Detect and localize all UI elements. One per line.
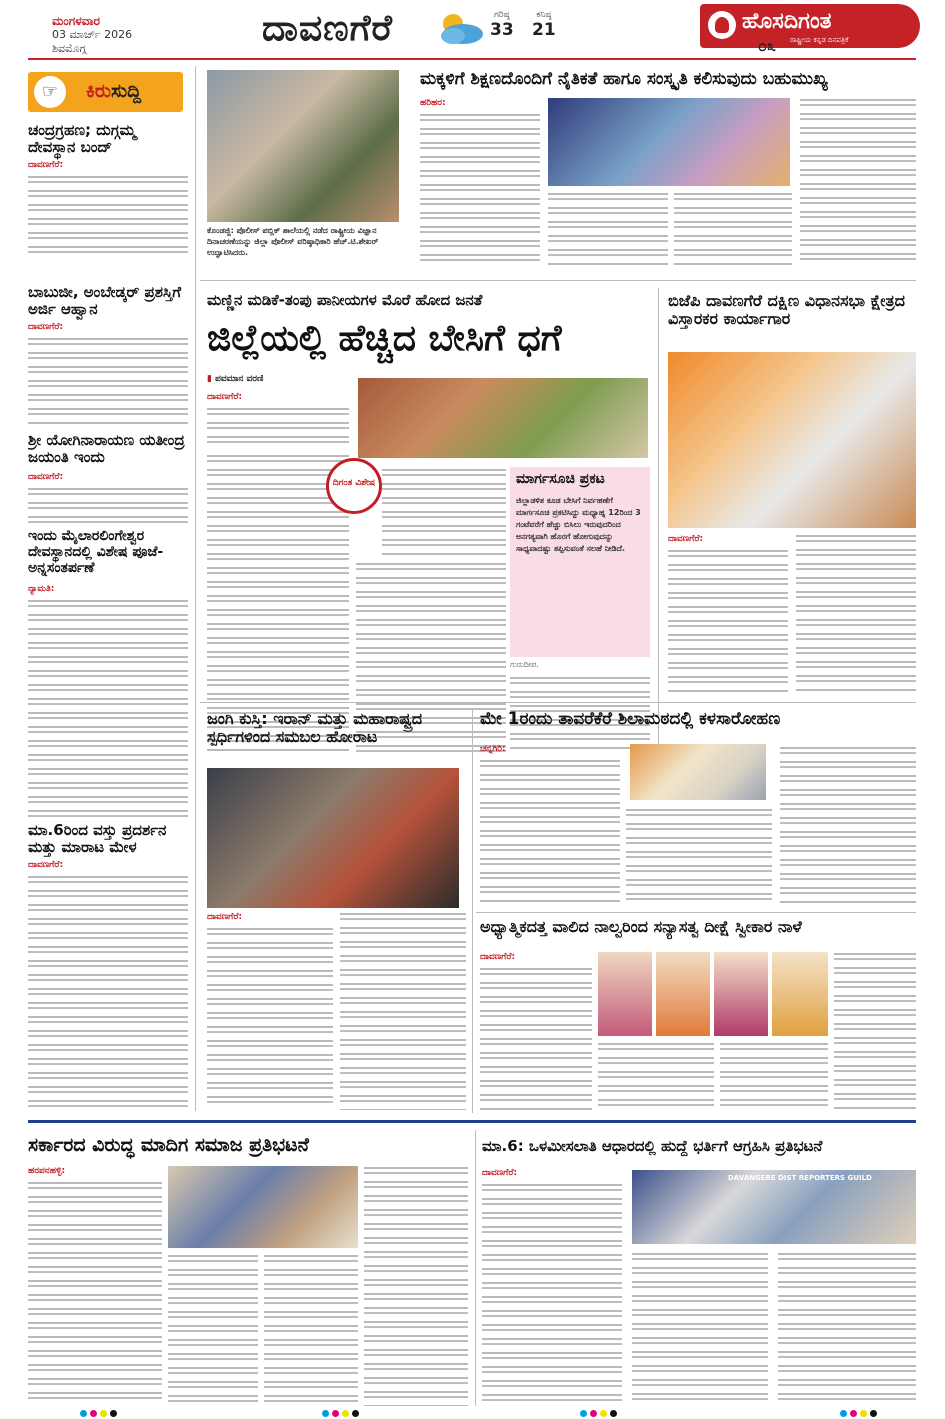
brief-2-body [28, 320, 188, 425]
portrait-1 [598, 952, 652, 1036]
kiru-suddi-label [28, 72, 183, 112]
madiga-text-1 [28, 1179, 162, 1407]
guidelines-text: ಜಿಲ್ಲಾಡಳಿತ ಕೂಡ ಬೇಸಿಗೆ ನಿರ್ವಹಣೆಗೆ ಮಾರ್ಗಸೂಚಿ ಪ್ರಕಟಿಸಿದ್ದು ಮಧ್ಯಾಹ್ನ 12ರಿಂದ 3 ಗಂಟೆವರೆಗೆ ಹೆಚ್ಚು ಬಿಸಿಲು ಇರುವುದರಿಂದ ಅನಗತ್ಯವಾಗಿ ಹೊರಗೆ ಹೋಗುವುದನ್ನು ಸಾಧ್ಯವಾದಷ್ಟು ತಪ್ಪಿಸುವಂತೆ ಸಲಹೆ ನೀಡಿದೆ. [516, 496, 641, 553]
cyan-dot-2 [322, 1410, 329, 1417]
kiru-suddi-text [86, 80, 141, 102]
brief-5-text [28, 873, 188, 1111]
kalasha-text-2 [626, 806, 772, 906]
brand-banner [700, 4, 920, 48]
brief-3-text [28, 485, 188, 529]
guidelines-sign: ಗುರುದೀಪ. [510, 660, 539, 669]
kalasha-headline: ಮೇ 1ರಂದು ತಾವರೆಕೆರೆ ಶಿಲಾಮಠದಲ್ಲಿ ಕಳಸಾರೋಹಣ [480, 710, 781, 729]
masthead-city: ಶಿವಮೊಗ್ಗ [52, 42, 87, 55]
pointing-hand-icon: ☞ [34, 76, 66, 108]
brief-5-headline: ಮಾ.6ರಿಂದ ವಸ್ತು ಪ್ರದರ್ಶನ ಮತ್ತು ಮಾರಾಟ ಮೇಳ [28, 822, 167, 857]
kusti-body-col1 [207, 910, 333, 1110]
kusti-text-2 [340, 910, 466, 1110]
lead-headline: ಜಿಲ್ಲೆಯಲ್ಲಿ ಹೆಚ್ಚಿದ ಬೇಸಿಗೆ ಧಗೆ [207, 318, 562, 359]
kusti-lead: ದಾವಣಗೆರೆ: [207, 912, 243, 922]
kalasha-lead: ಚನ್ನಗಿರಿ: [480, 744, 506, 754]
masthead [0, 0, 945, 58]
magenta-dot [90, 1410, 97, 1417]
guidelines-title: ಮಾರ್ಗಸೂಚಿ ಪ್ರಕಟ [516, 471, 605, 487]
olameesalati-text-2 [632, 1250, 768, 1406]
cyan-dot [80, 1410, 87, 1417]
bjp-text-1 [668, 547, 788, 693]
column-divider [195, 66, 196, 1111]
olameesalati-lead: ದಾವಣಗೆರೆ: [482, 1168, 518, 1178]
kusti-text-1 [207, 925, 333, 1111]
kusti-headline: ಜಂಗಿ ಕುಸ್ತಿ: ಇರಾನ್ ಮತ್ತು ಮಹಾರಾಷ್ಟ್ರದ ಸ್ಪರ್ಧಿಗಳಿಂದ ಸಮಬಲ ಹೋರಾಟ [207, 710, 423, 747]
bjp-text-2 [796, 532, 916, 692]
brief-3-body [28, 470, 188, 528]
portrait-3 [714, 952, 768, 1036]
print-registration-bar [0, 1408, 945, 1419]
max-temp-value: 33 [490, 20, 514, 40]
brief-4-body [28, 582, 188, 820]
madiga-text-2 [168, 1252, 258, 1406]
olameesalati-headline: ಮಾ.6: ಒಳಮೀಸಲಾತಿ ಆಧಾರದಲ್ಲಿ ಹುದ್ದೆ ಭರ್ತಿಗೆ ಆಗ್ರಹಿಸಿ ಪ್ರತಿಭಟನೆ [482, 1138, 823, 1155]
brief-1-lead: ದಾವಣಗೆರೆ: [28, 160, 64, 170]
sanyasa-text-1 [480, 965, 592, 1111]
masthead-title: ದಾವಣಗೆರೆ [262, 8, 394, 49]
section-divider-2 [200, 702, 916, 703]
brief-2-headline-box [28, 284, 188, 324]
lead-byline-name: ಪವಮಾನ ವರಣಿ [215, 374, 264, 384]
bjp-body-col1 [668, 532, 788, 692]
story1-text-3 [674, 190, 792, 266]
press-guild-banner: DAVANGERE DIST REPORTERS GUILD [728, 1174, 872, 1182]
black-dot-2 [352, 1410, 359, 1417]
yellow-dot-2 [342, 1410, 349, 1417]
bjp-lead: ದಾವಣಗೆರೆ: [668, 534, 704, 544]
bjp-meeting-photo [668, 352, 916, 528]
masthead-rule [28, 58, 916, 60]
min-temp-value: 21 [532, 20, 556, 40]
cyan-dot-3 [580, 1410, 587, 1417]
story1-body-col1 [420, 96, 540, 266]
brief-4-text [28, 597, 188, 821]
story1-lead: ಹರಿಹರ: [420, 98, 446, 108]
yellow-dot [100, 1410, 107, 1417]
madiga-text-3 [264, 1252, 358, 1406]
science-day-photo [207, 70, 399, 222]
brief-4-headline-box [28, 528, 188, 588]
column-divider-4 [475, 1130, 476, 1406]
brand-name: ಹೊಸದಿಗಂತ [742, 9, 832, 34]
section-divider-1 [200, 280, 916, 281]
sanyasa-lead: ದಾವಣಗೆರೆ: [480, 952, 516, 962]
olameesalati-text-3 [778, 1250, 916, 1406]
brief-3-headline-box [28, 432, 188, 472]
section-divider-3 [476, 912, 916, 913]
masthead-date [52, 14, 132, 56]
brief-4-headline: ಇಂದು ಮೈಲಾರಲಿಂಗೇಶ್ವರ ದೇವಸ್ಥಾನದಲ್ಲಿ ವಿಶೇಷ ಪೂಜೆ-ಅನ್ನಸಂತರ್ಪಣೆ [28, 528, 164, 577]
masthead-day: ಮಂಗಳವಾರ [52, 14, 101, 28]
min-temp [532, 10, 556, 40]
brief-5-body [28, 858, 188, 1110]
page-number: ೦೩ [758, 36, 776, 55]
madiga-text-4 [364, 1164, 468, 1406]
lead-lead: ದಾವಣಗೆರೆ: [207, 392, 243, 402]
cyan-dot-4 [840, 1410, 847, 1417]
madiga-lead: ಹರಪನಹಳ್ಳಿ: [28, 1166, 66, 1176]
yellow-dot-4 [860, 1410, 867, 1417]
bottom-section-rule [28, 1120, 916, 1123]
madiga-headline: ಸರ್ಕಾರದ ವಿರುದ್ಧ ಮಾದಿಗ ಸಮಾಜ ಪ್ರತಿಭಟನೆ [28, 1135, 309, 1156]
story1-headline: ಮಕ್ಕಳಿಗೆ ಶಿಕ್ಷಣದೊಂದಿಗೆ ನೈತಿಕತೆ ಹಾಗೂ ಸಂಸ್ಕೃತಿ ಕಲಿಸುವುದು ಬಹುಮುಖ್ಯ [420, 70, 828, 89]
portrait-2 [656, 952, 710, 1036]
lead-text-3 [382, 466, 506, 556]
min-temp-label: ಕನಿಷ್ಠ [536, 10, 552, 20]
story1-text-4 [800, 96, 916, 264]
brief-5-lead: ದಾವಣಗೆರೆ: [28, 860, 64, 870]
lead-text-1 [207, 405, 349, 449]
yellow-dot-3 [600, 1410, 607, 1417]
olameesalati-body-col1 [482, 1166, 622, 1406]
kalasha-text-1 [480, 757, 620, 903]
brief-1-text [28, 173, 188, 259]
sanyasa-body-col1 [480, 950, 592, 1110]
lead-kicker: ಮಣ್ಣಿನ ಮಡಿಕೆ-ತಂಪು ಪಾನೀಯಗಳ ಮೊರೆ ಹೋದ ಜನತೆ [207, 292, 483, 309]
max-temp [490, 10, 514, 40]
column-divider-3 [472, 708, 473, 1113]
brief-1-headline: ಚಂದ್ರಗ್ರಹಣ; ದುಗ್ಗಮ್ಮ ದೇವಸ್ಥಾನ ಬಂದ್ [28, 122, 136, 157]
brief-4-lead: ನ್ಯಾಮತಿ: [28, 584, 55, 594]
sanyasa-text-3 [720, 1040, 828, 1110]
guidelines-box [510, 467, 650, 657]
brief-3-lead: ದಾವಣಗೆರೆ: [28, 472, 64, 482]
brand-tagline: ರಾಷ್ಟ್ರೀಯ ಕನ್ನಡ ದಿನಪತ್ರಿಕೆ [790, 36, 849, 44]
black-dot [110, 1410, 117, 1417]
graduation-photo [548, 98, 790, 186]
brief-5-headline-box [28, 822, 188, 862]
masthead-date-text: 03 ಮಾರ್ಚ್ 2026 [52, 28, 133, 41]
kalasha-body-col1 [480, 742, 620, 902]
brief-1-body [28, 158, 188, 258]
brand-logo-icon [708, 11, 736, 39]
magenta-dot-3 [590, 1410, 597, 1417]
magenta-dot-2 [332, 1410, 339, 1417]
digantha-vishesha-seal: ದಿಗಂತ ವಿಶೇಷ [326, 458, 382, 514]
lead-body-col1a [207, 390, 349, 448]
max-temp-label: ಗರಿಷ್ಠ [493, 10, 510, 20]
kiru-label-a: ಕಿರು [86, 80, 111, 102]
sanyasa-text-4 [834, 950, 916, 1110]
column-divider-2 [658, 288, 659, 758]
bjp-headline: ಬಿಜೆಪಿ ದಾವಣಗೆರೆ ದಕ್ಷಿಣ ವಿಧಾನಸಭಾ ಕ್ಷೇತ್ರದ ವಿಸ್ತಾರಕರ ಕಾರ್ಯಾಗಾರ [668, 292, 906, 329]
story1-text-2 [548, 190, 668, 266]
kalasha-text-3 [780, 744, 916, 906]
black-dot-4 [870, 1410, 877, 1417]
madiga-body-col1 [28, 1164, 162, 1406]
brief-3-headline: ಶ್ರೀ ಯೋಗಿನಾರಾಯಣ ಯತೀಂದ್ರ ಜಯಂತಿ ಇಂದು [28, 432, 185, 467]
brief-2-lead: ದಾವಣಗೆರೆ: [28, 322, 64, 332]
weather-icon [433, 10, 487, 46]
brief-2-text [28, 335, 188, 425]
lead-byline: ▮ ಪವಮಾನ ವರಣಿ [207, 374, 264, 384]
magenta-dot-4 [850, 1410, 857, 1417]
science-day-caption: ಕೊಂಡಜ್ಜಿ: ಪೊಲೀಸ್ ಪಬ್ಲಿಕ್ ಶಾಲೆಯಲ್ಲಿ ನಡೆದ ರಾಷ್ಟ್ರೀಯ ವಿಜ್ಞಾನ ದಿನಾಚರಣೆಯನ್ನು ಜಿಲ್ಲಾ ಪೊಲೀಸ್ ವರಿಷ್ಠಾಧಿಕಾರಿ ಹೆಚ್.ಟಿ.ಶೇಖರ್ ಉದ್ಘಾಟಿಸಿದರು. [207, 226, 379, 257]
press-meet-photo [632, 1170, 916, 1244]
brief-1-headline-box [28, 122, 188, 162]
brief-2-headline: ಬಾಬುಜೀ, ಅಂಬೇಡ್ಕರ್ ಪ್ರಶಸ್ತಿಗೆ ಅರ್ಜಿ ಆಹ್ವಾನ [28, 284, 181, 319]
seers-photo [630, 744, 766, 800]
portrait-4 [772, 952, 828, 1036]
wrestling-photo [207, 768, 459, 908]
black-dot-3 [610, 1410, 617, 1417]
kiru-label-b: ಸುದ್ದಿ [111, 80, 142, 102]
summer-pots-photo [358, 378, 648, 458]
olameesalati-text-1 [482, 1181, 622, 1407]
protest-photo [168, 1166, 358, 1248]
sanyasa-text-2 [598, 1040, 714, 1110]
story1-text-1 [420, 111, 540, 267]
sanyasa-headline: ಅಧ್ಯಾತ್ಮಿಕದತ್ತ ವಾಲಿದ ನಾಲ್ವರಿಂದ ಸನ್ಯಾಸತ್ವ ದೀಕ್ಷೆ ಸ್ವೀಕಾರ ನಾಳೆ [480, 918, 802, 936]
